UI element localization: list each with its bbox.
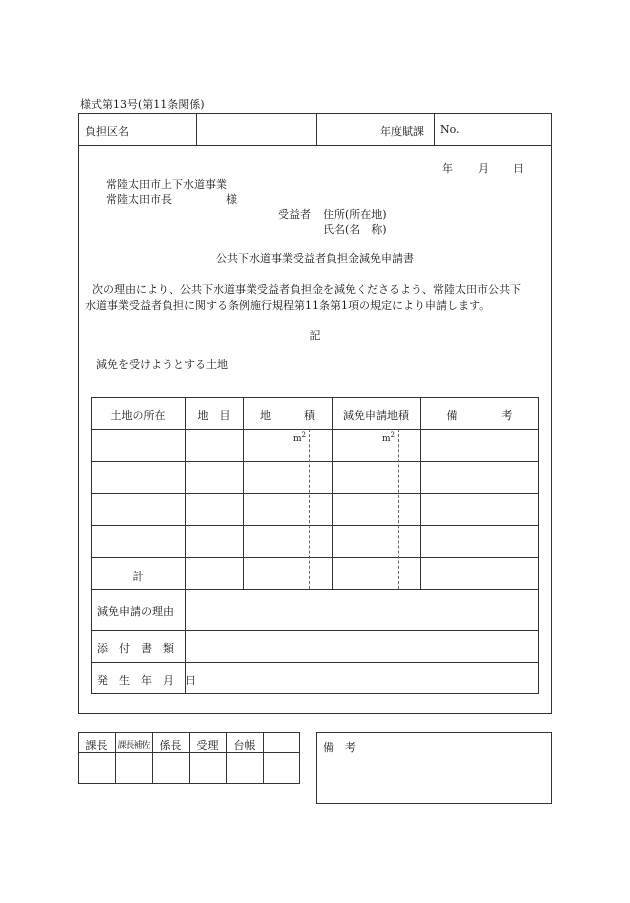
year-label: 年度賦課: [380, 125, 424, 138]
form-number: 様式第13号(第11条関係): [80, 98, 205, 111]
land-table-hline: [91, 589, 539, 590]
applicant-address-label: 住所(所在地): [323, 208, 387, 221]
land-table-hline: [91, 525, 539, 526]
attachment-label: 添 付 書 類: [97, 642, 174, 655]
col-header-location: 土地の所在: [110, 409, 166, 422]
occurrence-date-label: 発 生 年 月 日: [97, 674, 196, 687]
header-vline-1: [196, 113, 197, 145]
land-table-dashed-line: [309, 429, 310, 589]
approval-deputy-chief: 課長補佐: [117, 741, 150, 751]
addressee-honorific: 様: [226, 193, 237, 206]
body-text-line1: 次の理由により、公共下水道事業受益者負担金を減免くださるよう、常陸太田市公共下: [92, 283, 521, 296]
land-table-hline: [91, 662, 539, 663]
land-table-dashed-line: [398, 429, 399, 589]
land-table-vline: [243, 397, 244, 589]
col-header-remarks: 備 考: [446, 409, 513, 422]
land-table-hline: [91, 557, 539, 558]
approval-ledger: 台帳: [233, 739, 256, 752]
date-day: 日: [513, 162, 524, 175]
applicant-name-label: 氏名(名 称): [323, 223, 387, 236]
header-vline-3: [434, 113, 435, 145]
reduction-area-unit: $m^2$: [382, 431, 396, 444]
approval-received: 受理: [196, 739, 219, 752]
land-table-vline: [420, 397, 421, 589]
header-divider: [78, 145, 552, 146]
land-table-hline: [91, 429, 539, 430]
body-text-line2: 水道事業受益者負担に関する条例施行規程第11条第1項の規定により申請します。: [85, 299, 491, 312]
remarks-label: 備 考: [323, 741, 356, 754]
approval-table-vline: [263, 732, 264, 784]
ki-label: 記: [309, 329, 321, 342]
land-table-vline: [185, 397, 186, 694]
date-month: 月: [478, 162, 489, 175]
total-label: 計: [132, 570, 144, 583]
col-header-land-category: 地 目: [197, 409, 231, 422]
land-table-hline: [91, 493, 539, 494]
area-unit: $m^2$: [293, 431, 307, 444]
col-header-reduction-area: 減免申請地積: [343, 409, 409, 422]
approval-subsection-chief: 係長: [159, 739, 182, 752]
no-label: No.: [440, 123, 460, 136]
burden-area-label: 負担区名: [85, 125, 129, 138]
header-vline-2: [316, 113, 317, 145]
land-table-hline: [91, 630, 539, 631]
applicant-role: 受益者: [278, 208, 311, 221]
reason-label: 減免申請の理由: [97, 605, 174, 618]
addressee-line1: 常陸太田市上下水道事業: [106, 178, 227, 191]
land-table-vline: [332, 397, 333, 589]
approval-section-chief: 課長: [85, 739, 108, 752]
land-heading: 減免を受けようとする土地: [96, 358, 228, 371]
form-title: 公共下水道事業受益者負担金減免申請書: [216, 252, 414, 265]
addressee-line2: 常陸太田市長: [106, 193, 172, 206]
land-table-hline: [91, 461, 539, 462]
col-header-area: 地 積: [260, 409, 315, 422]
date-year: 年: [442, 162, 453, 175]
